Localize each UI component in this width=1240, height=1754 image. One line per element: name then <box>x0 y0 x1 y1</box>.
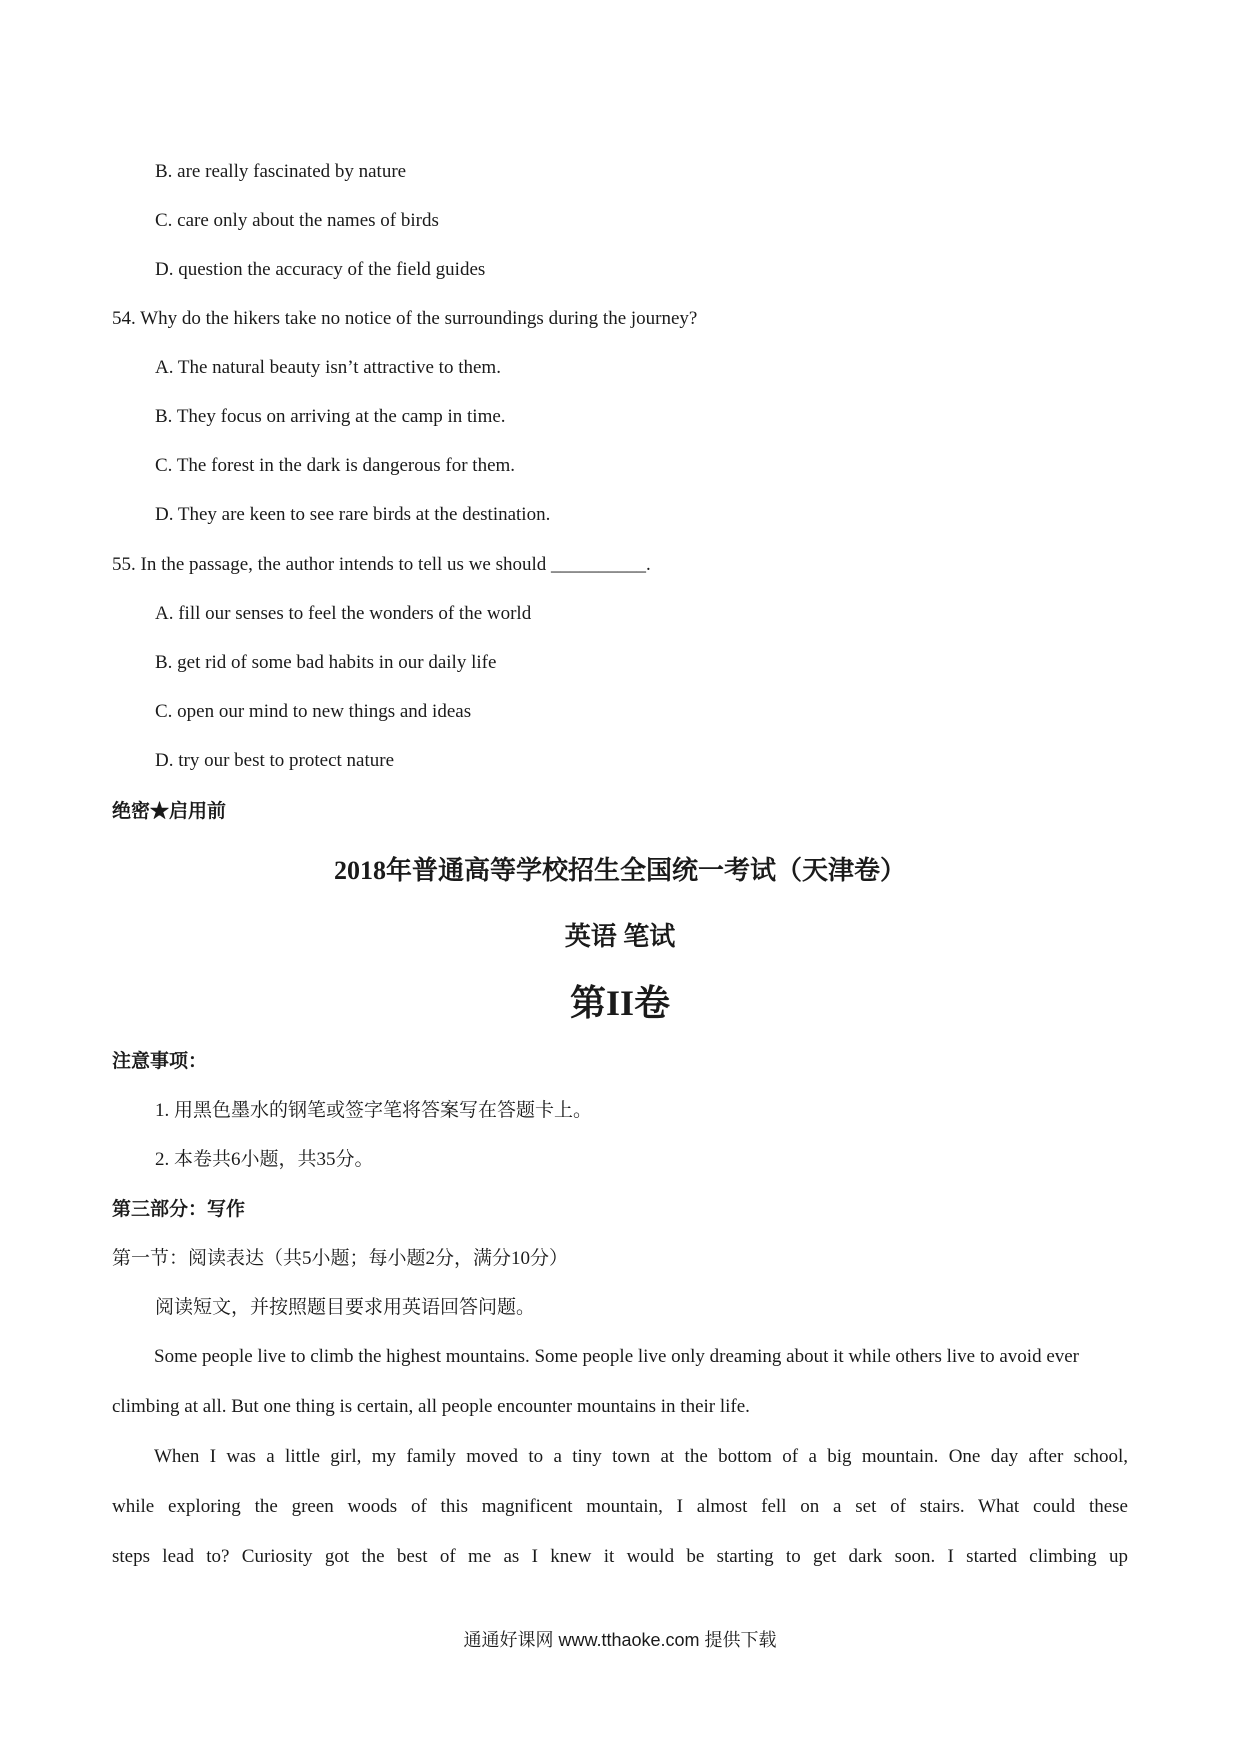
q53-option-b: B. are really fascinated by nature <box>155 161 407 182</box>
notice-item-2: 2. 本卷共6小题，共35分。 <box>155 1149 374 1170</box>
q55-option-d: D. try our best to protect nature <box>155 750 395 771</box>
q54-option-a: A. The natural beauty isn’t attractive to them. <box>155 357 501 378</box>
part3-heading: 第三部分：写作 <box>112 1199 246 1220</box>
q53-option-c: C. care only about the names of birds <box>155 210 439 231</box>
q54-option-c: C. The forest in the dark is dangerous for them. <box>155 455 516 476</box>
q55-question: 55. In the passage, the author intends to tell us we should __________. <box>112 554 651 575</box>
q54-option-d: D. They are keen to see rare birds at the destination. <box>155 504 551 525</box>
passage-paragraph-2-line-2: while exploring the green woods of this magnificent mountain, I almost fell on a set of stairs. What could these <box>112 1496 1128 1517</box>
q53-option-d: D. question the accuracy of the field guides <box>155 259 486 280</box>
q55-option-a: A. fill our senses to feel the wonders of the world <box>155 603 532 624</box>
section1-heading: 第一节：阅读表达（共5小题；每小题2分，满分10分） <box>112 1248 569 1269</box>
volume-title: 第II卷 <box>569 983 671 1023</box>
q55-option-b: B. get rid of some bad habits in our daily life <box>155 652 497 673</box>
subject-title: 英语 笔试 <box>564 922 676 951</box>
passage-paragraph-1 <box>112 1332 1128 1432</box>
secret-mark: 绝密★启用前 <box>112 801 227 822</box>
q54-option-b: B. They focus on arriving at the camp in time. <box>155 406 506 427</box>
notice-item-1: 1. 用黑色墨水的钢笔或签字笔将答案写在答题卡上。 <box>155 1100 593 1121</box>
passage-paragraph-2-line-1: When I was a little girl, my family moved to a tiny town at the bottom of a big mountain. One day after school, <box>154 1446 1128 1467</box>
passage-paragraph-1-text: Some people live to climb the highest mountains. Some people live only dreaming about it while others live to avoid ever climbing at all. But one thing is certain, all people encounter mountains in their life. <box>112 1346 1080 1417</box>
exam-title: 2018年普通高等学校招生全国统一考试（天津卷） <box>333 856 906 885</box>
footer-source: 通通好课网 www.tthaoke.com 提供下载 <box>463 1630 777 1650</box>
q54-question: 54. Why do the hikers take no notice of the surroundings during the journey? <box>112 308 698 329</box>
instruction-text: 阅读短文，并按照题目要求用英语回答问题。 <box>155 1297 536 1318</box>
passage-paragraph-2-line-3: steps lead to? Curiosity got the best of me as I knew it would be starting to get dark soon. I started climbing up <box>112 1546 1128 1567</box>
notice-heading: 注意事项： <box>112 1051 208 1072</box>
q55-option-c: C. open our mind to new things and ideas <box>155 701 472 722</box>
